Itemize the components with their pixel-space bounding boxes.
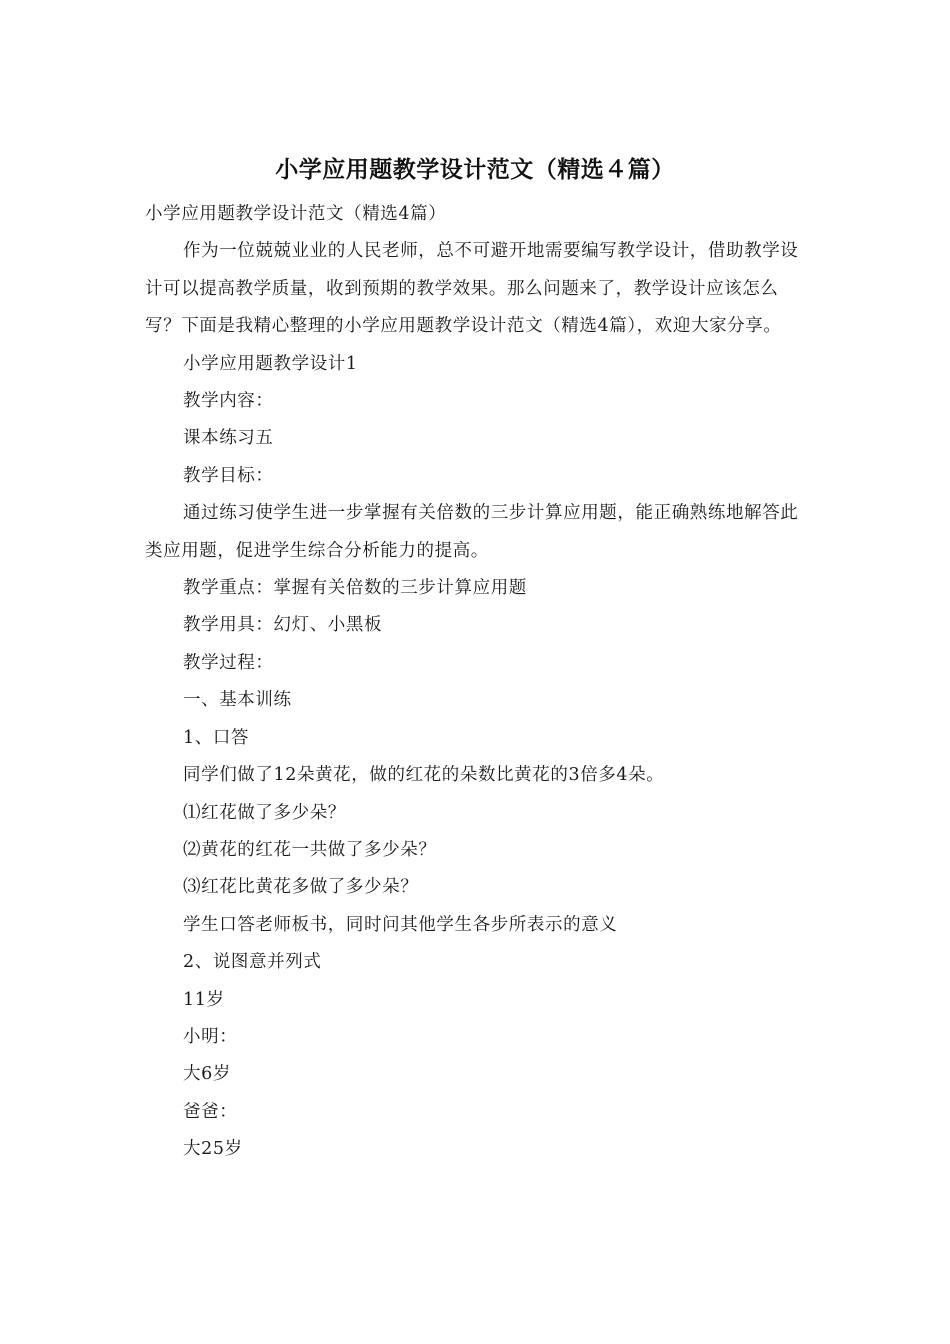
- paragraph: 1、口答: [183, 727, 250, 748]
- paragraph: 爸爸：: [183, 1101, 238, 1122]
- intro-paragraph: 作为一位兢兢业业的人民老师，总不可避开地需要编写教学设计，借助教学设计可以提高教学质量，收到预期的教学效果。那么问题来了，教学设计应该怎么写？下面是我精心整理的小学应用题教学设计范文（精选4篇），欢迎大家分享。: [145, 241, 799, 337]
- question-item: ⑴红花做了多少朵？: [183, 802, 346, 823]
- paragraph: 一、基本训练: [183, 690, 292, 711]
- paragraph: 大6岁: [183, 1064, 231, 1085]
- paragraph: 11岁: [183, 989, 225, 1010]
- paragraph: 教学重点：掌握有关倍数的三步计算应用题: [183, 578, 527, 599]
- label-teaching-content: 教学内容：: [183, 391, 274, 412]
- paragraph: 小明：: [183, 1026, 238, 1047]
- paragraph: 课本练习五: [183, 428, 274, 449]
- label-teaching-process: 教学过程：: [183, 652, 274, 673]
- label-teaching-goals: 教学目标：: [183, 465, 274, 486]
- section-heading: 小学应用题教学设计1: [183, 353, 358, 374]
- document-body: [145, 196, 805, 1169]
- paragraph: 学生口答老师板书，同时问其他学生各步所表示的意义: [183, 914, 618, 935]
- paragraph: 同学们做了12朵黄花，做的红花的朵数比黄花的3倍多4朵。: [183, 765, 665, 786]
- document-subtitle: 小学应用题教学设计范文（精选4篇）: [145, 204, 447, 224]
- question-item: ⑶红花比黄花多做了多少朵？: [183, 877, 419, 898]
- document-title: 小学应用题教学设计范文（精选４篇）: [275, 157, 675, 183]
- paragraph: 通过练习使学生进一步掌握有关倍数的三步计算应用题，能正确熟练地解答此类应用题，促进学生综合分析能力的提高。: [145, 503, 799, 561]
- paragraph: 教学用具：幻灯、小黑板: [183, 615, 383, 636]
- paragraph: 大25岁: [183, 1139, 243, 1160]
- question-item: ⑵黄花的红花一共做了多少朵？: [183, 839, 437, 860]
- paragraph: 2、说图意并列式: [183, 952, 322, 973]
